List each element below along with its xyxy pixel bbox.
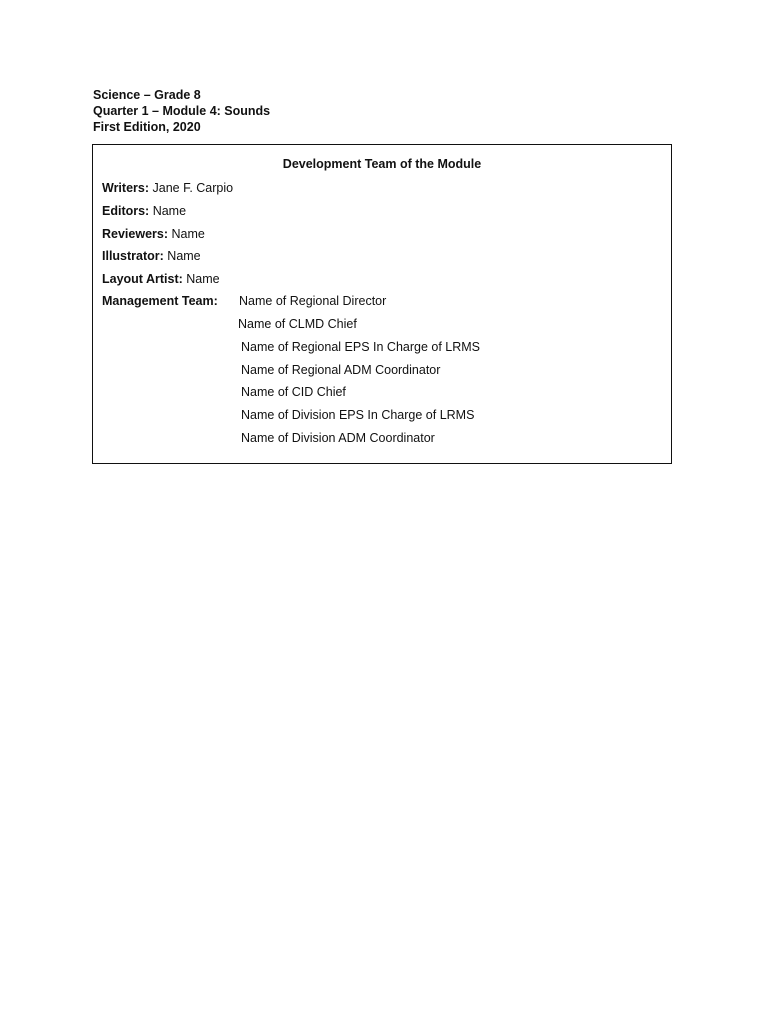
management-member: Name of Division ADM Coordinator — [241, 431, 435, 445]
reviewers-value: Name — [168, 227, 205, 241]
illustrator-value: Name — [163, 249, 201, 263]
reviewers-row — [102, 227, 205, 241]
document-header — [93, 87, 270, 135]
writers-row — [102, 181, 233, 195]
writers-label: Writers: — [102, 181, 150, 195]
management-member: Name of Regional Director — [239, 294, 387, 308]
management-team-row — [102, 294, 218, 308]
box-title: Development Team of the Module — [282, 157, 482, 171]
management-member: Name of CID Chief — [241, 385, 346, 399]
layout-artist-label: Layout Artist: — [102, 272, 183, 286]
editors-row — [102, 204, 186, 218]
editors-value: Name — [149, 204, 187, 218]
management-team-label: Management Team: — [102, 294, 218, 308]
illustrator-row — [102, 249, 201, 263]
quarter-module: Quarter 1 – Module 4: Sounds — [93, 104, 271, 118]
management-member: Name of Division EPS In Charge of LRMS — [241, 408, 475, 422]
layout-artist-row — [102, 272, 220, 286]
management-member: Name of CLMD Chief — [238, 317, 357, 331]
subject-grade: Science – Grade 8 — [93, 88, 201, 102]
layout-artist-value: Name — [182, 272, 220, 286]
development-team-box — [92, 144, 672, 464]
writers-value: Jane F. Carpio — [149, 181, 234, 195]
management-member: Name of Regional EPS In Charge of LRMS — [241, 340, 481, 354]
management-member: Name of Regional ADM Coordinator — [241, 363, 441, 377]
illustrator-label: Illustrator: — [102, 249, 164, 263]
reviewers-label: Reviewers: — [102, 227, 169, 241]
editors-label: Editors: — [102, 204, 150, 218]
edition: First Edition, 2020 — [93, 120, 201, 134]
